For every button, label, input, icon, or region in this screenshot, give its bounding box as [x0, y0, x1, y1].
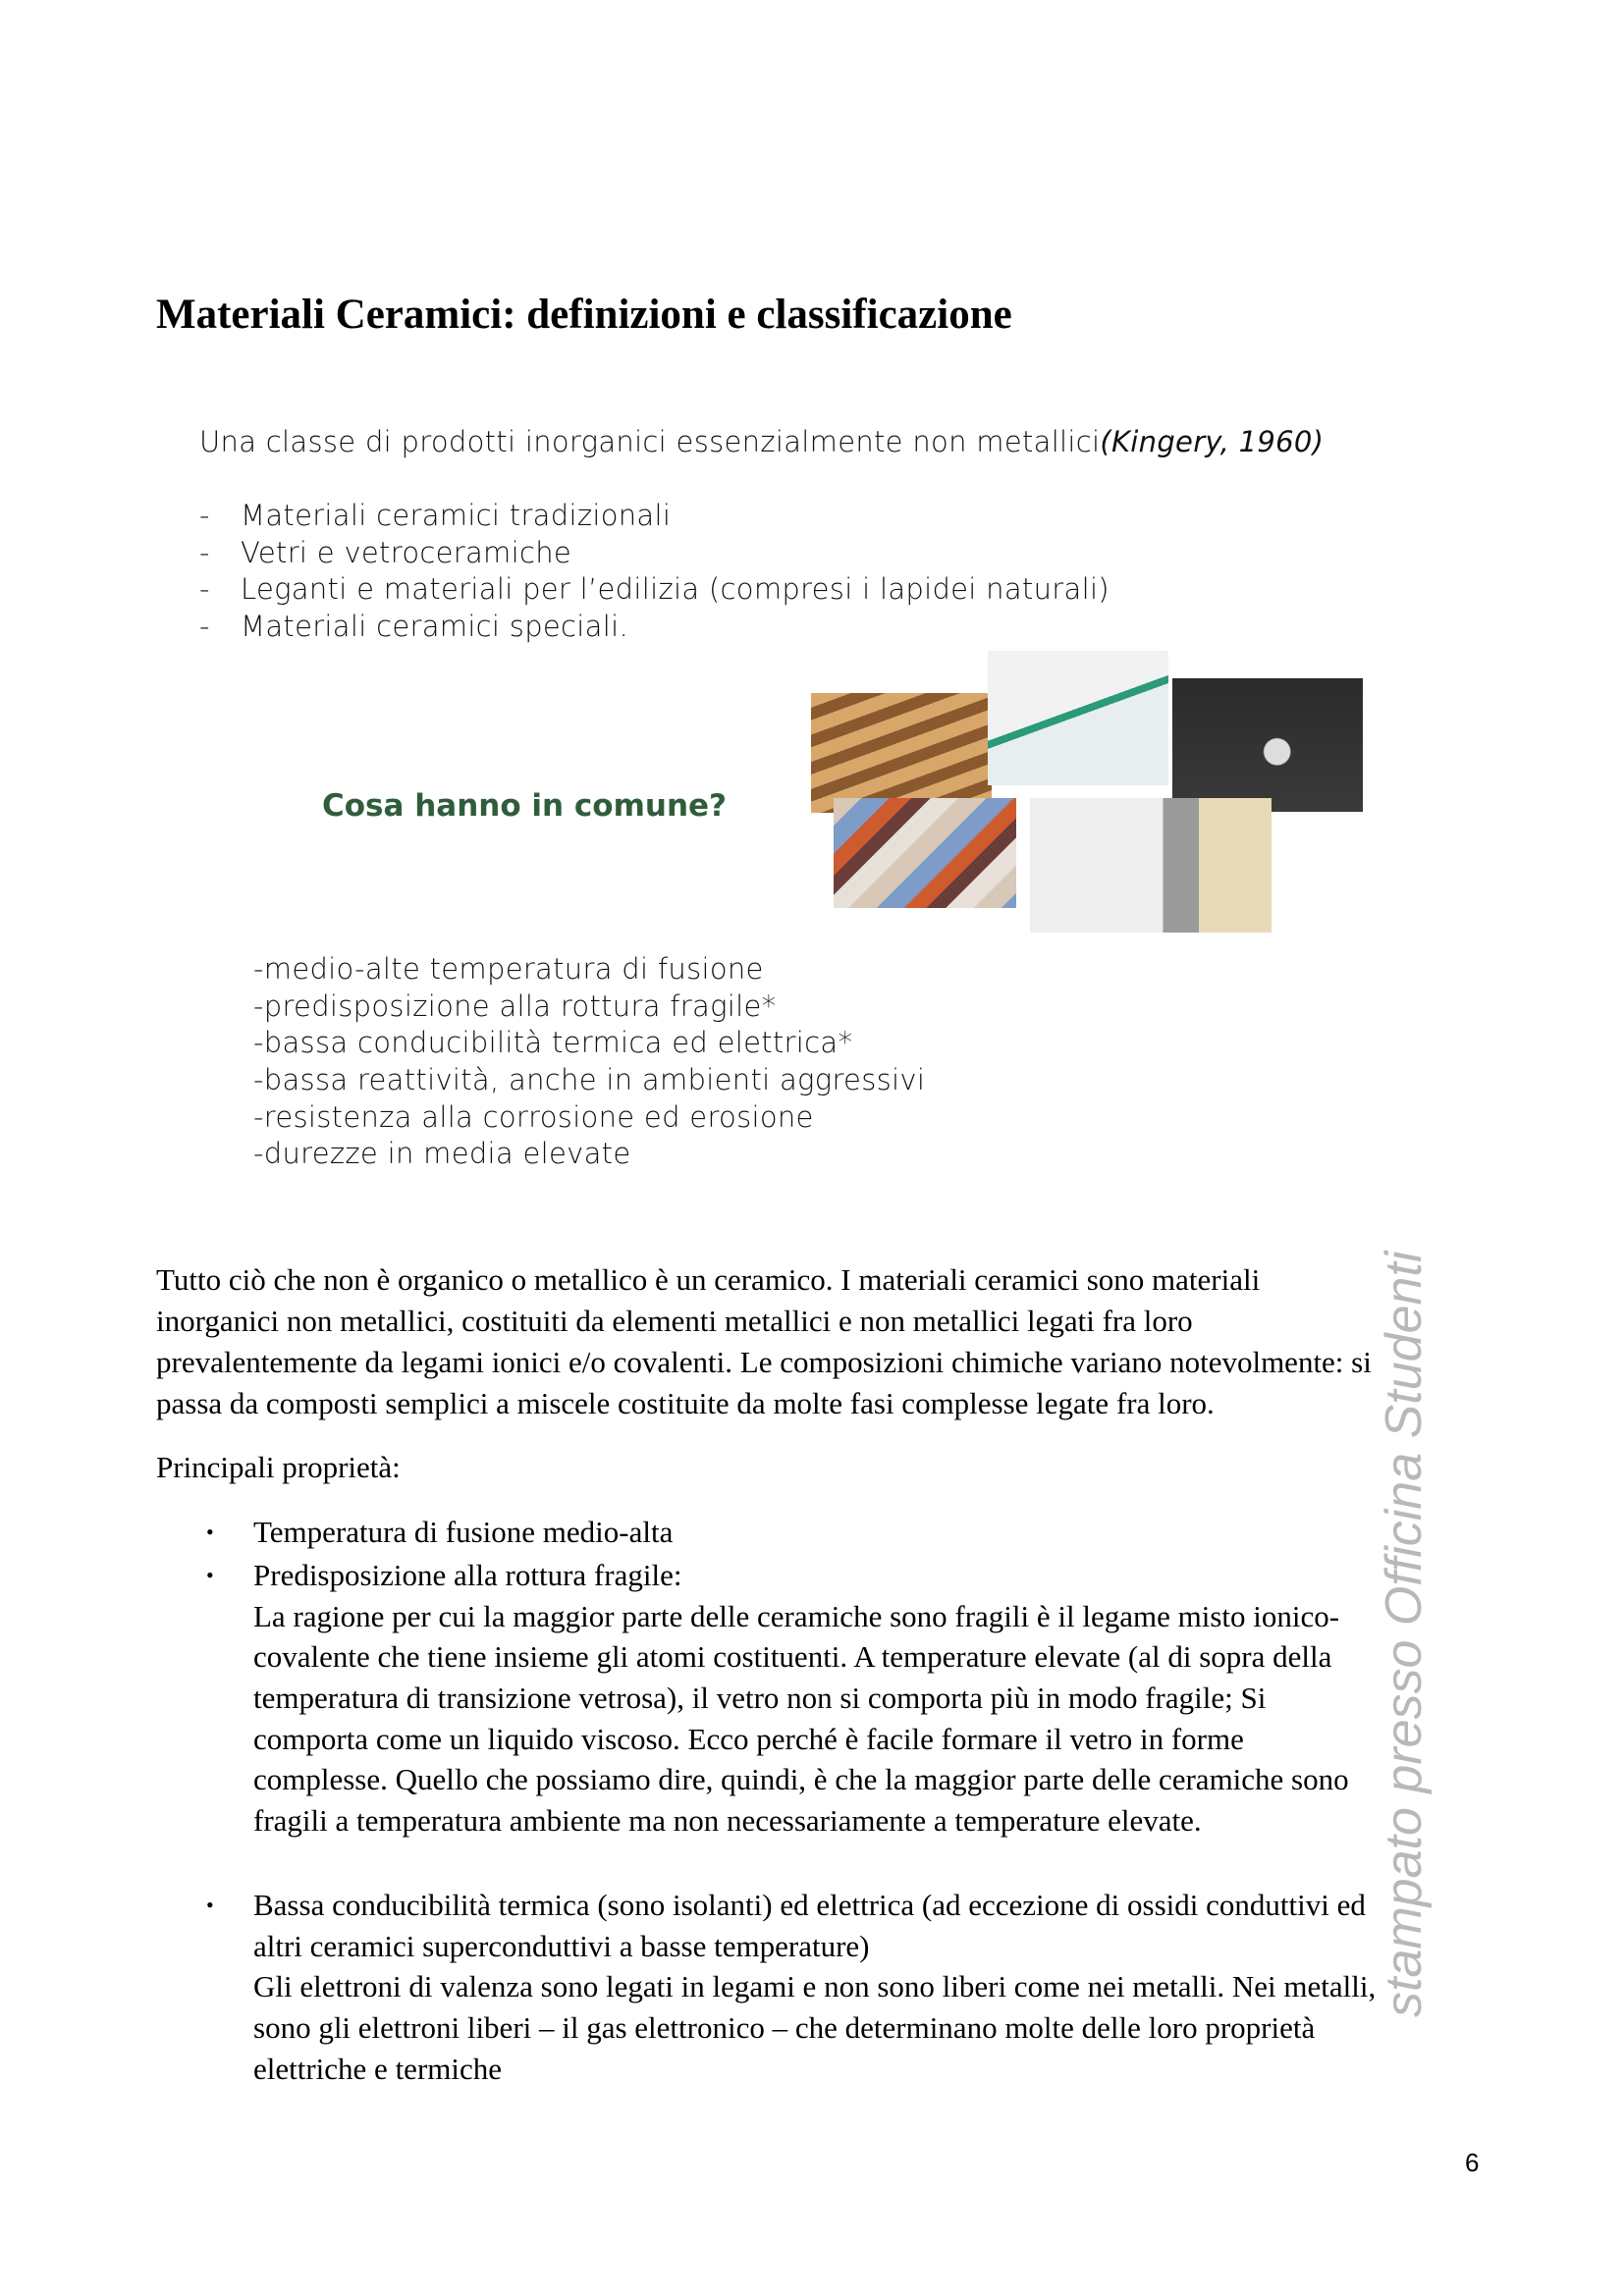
common-item: -bassa conducibilità termica ed elettrica*	[253, 1026, 853, 1059]
property-line: complesse. Quello che possiamo dire, quindi, è che la maggior parte delle ceramiche sono	[253, 1762, 1349, 1796]
property-line: La ragione per cui la maggior parte delle ceramiche sono fragili è il legame misto ionico-	[253, 1599, 1340, 1633]
class-item: Materiali ceramici speciali.	[241, 610, 628, 643]
common-item: -predisposizione alla rottura fragile*	[253, 989, 777, 1023]
class-dash: -	[199, 499, 210, 532]
tiles-image	[834, 798, 1016, 908]
intro-text: Una classe di prodotti inorganici essenzialmente non metallici	[199, 425, 1101, 458]
class-dash: -	[199, 610, 210, 643]
bullet-icon: •	[206, 1893, 214, 1917]
property-line: elettriche e termiche	[253, 2052, 503, 2086]
properties-heading: Principali proprietà:	[156, 1450, 401, 1484]
property-line: covalente che tiene insieme gli atomi costituenti. A temperature elevate (al di sopra della	[253, 1639, 1332, 1674]
property-line: sono gli elettroni liberi – il gas elettronico – che determinano molte delle loro proprietà	[253, 2010, 1316, 2045]
common-item: -medio-alte temperatura di fusione	[253, 952, 764, 986]
property-line: fragili a temperatura ambiente ma non necessariamente a temperature elevate.	[253, 1803, 1202, 1838]
class-dash: -	[199, 572, 210, 606]
paragraph-line: Tutto ciò che non è organico o metallico è un ceramico. I materiali ceramici sono materiali	[156, 1262, 1261, 1297]
class-item: Vetri e vetroceramiche	[241, 536, 572, 569]
watermark: stampato presso Officina Studenti	[1376, 1251, 1433, 2017]
property-title: Bassa conducibilità termica (sono isolanti) ed elettrica (ad eccezione di ossidi conduttivi ed	[253, 1888, 1366, 1922]
intro-citation: (Kingery, 1960)	[1100, 425, 1325, 458]
masonry-image	[1030, 798, 1272, 933]
page-title: Materiali Ceramici: definizioni e classificazione	[156, 292, 1012, 338]
class-dash: -	[199, 536, 210, 569]
property-line: temperatura di transizione vetrosa), il vetro non si comporta più in modo fragile; Si	[253, 1681, 1267, 1715]
property-title: Predisposizione alla rottura fragile:	[253, 1558, 682, 1592]
common-item: -bassa reattività, anche in ambienti aggressivi	[253, 1063, 926, 1096]
property-line: comporta come un liquido viscoso. Ecco perché è facile formare il vetro in forme	[253, 1722, 1244, 1756]
intro-line	[199, 425, 1324, 458]
class-item: Materiali ceramici tradizionali	[241, 499, 672, 532]
question-heading: Cosa hanno in comune?	[322, 788, 728, 824]
paragraph-line: inorganici non metallici, costituiti da elementi metallici e non metallici legati fra loro	[156, 1304, 1193, 1338]
class-item: Leganti e materiali per l’edilizia (compresi i lapidei naturali)	[241, 572, 1110, 606]
glass-image	[988, 651, 1168, 785]
common-item: -resistenza alla corrosione ed erosione	[253, 1100, 814, 1134]
common-item: -durezze in media elevate	[253, 1137, 631, 1170]
property-line: altri ceramici superconduttivi a basse temperature)	[253, 1929, 870, 1963]
paragraph-line: prevalentemente da legami ionici e/o covalenti. Le composizioni chimiche variano notevolmente: si	[156, 1345, 1372, 1379]
page-number: 6	[1465, 2148, 1480, 2177]
technical-ceramics-image	[1172, 678, 1363, 812]
property-title: Temperatura di fusione medio-alta	[253, 1515, 674, 1549]
bullet-icon: •	[206, 1563, 214, 1587]
property-line: Gli elettroni di valenza sono legati in legami e non sono liberi come nei metalli. Nei metalli,	[253, 1969, 1377, 2003]
paragraph-line: passa da composti semplici a miscele costituite da molte fasi complesse legate fra loro.	[156, 1386, 1215, 1420]
brick-image	[811, 693, 992, 813]
bullet-icon: •	[206, 1520, 214, 1544]
